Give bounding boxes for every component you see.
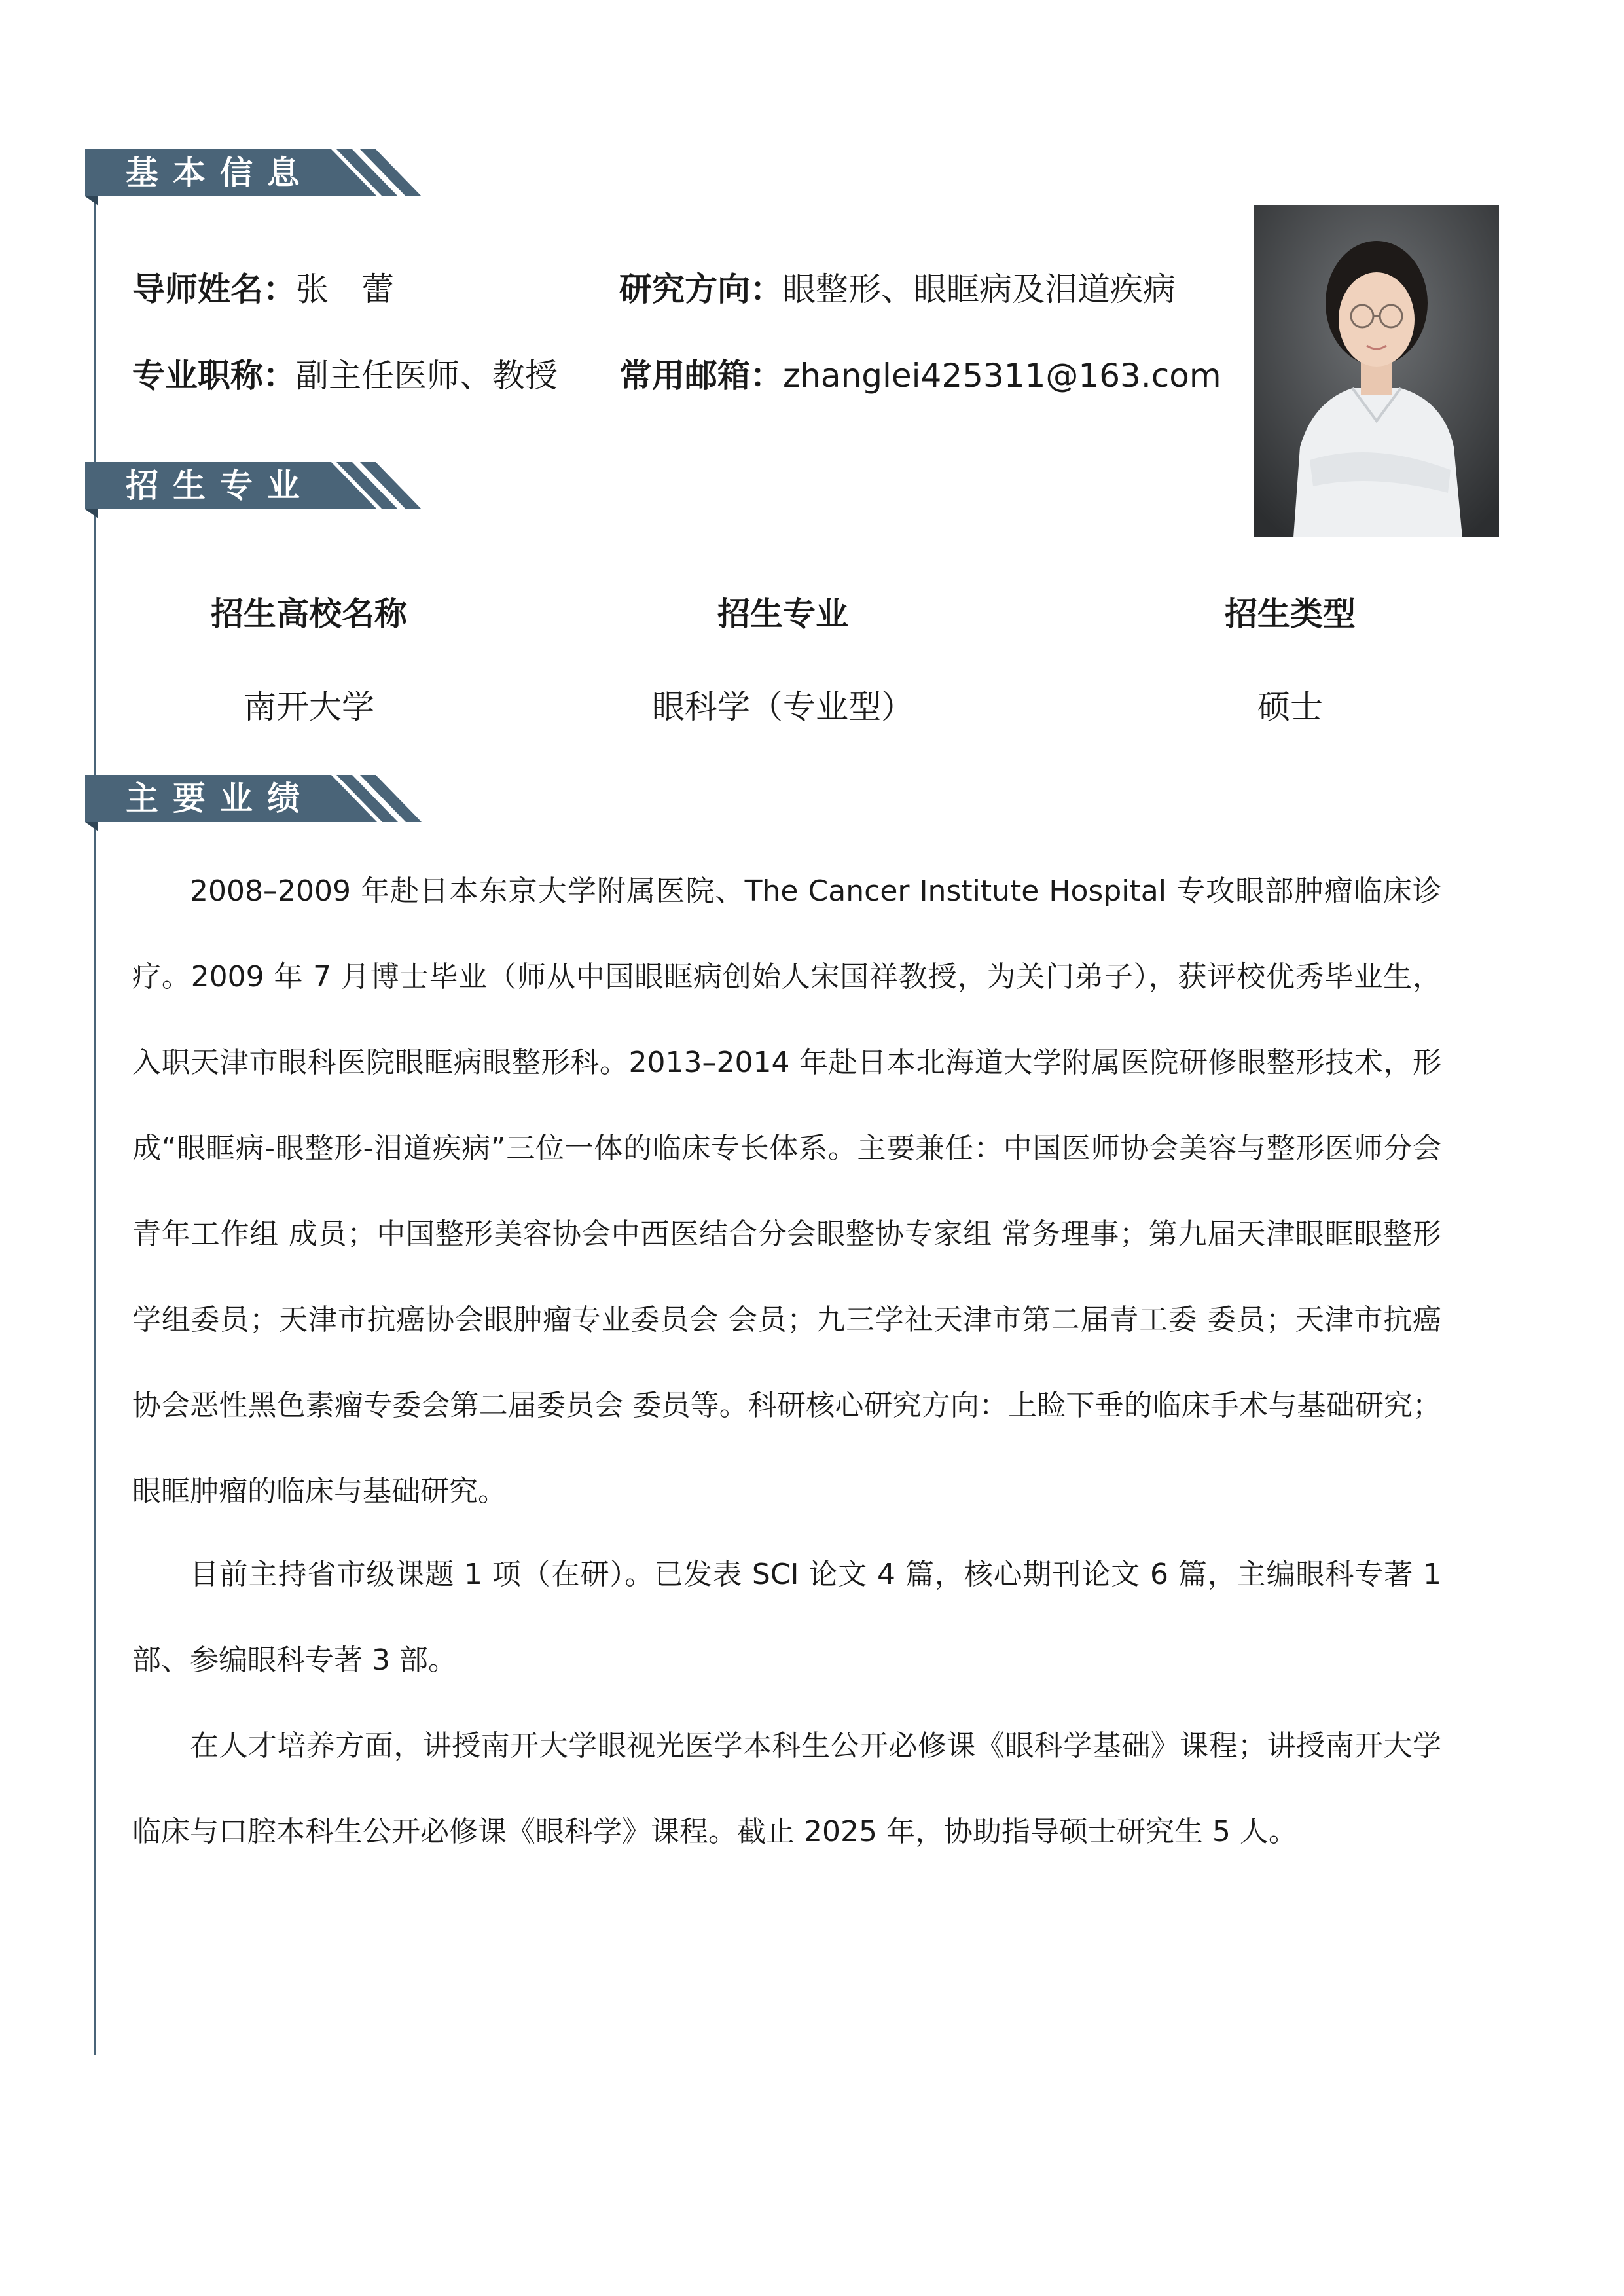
info-email: [619, 350, 1221, 397]
portrait-photo: [1254, 205, 1499, 537]
enroll-header-major: 招生专业: [717, 595, 848, 633]
name-label: 导师姓名：: [132, 270, 296, 308]
info-name: [132, 263, 394, 310]
info-title: [132, 350, 558, 397]
section-header-enroll: [85, 462, 425, 518]
section-title-enroll: 招生专业: [126, 467, 314, 505]
enroll-value-school: 南开大学: [244, 688, 374, 726]
achievement-paragraph-3: 在人才培养方面，讲授南开大学眼视光医学本科生公开必修课《眼科学基础》课程；讲授南开大学临床与口腔本科生公开必修课《眼科学》课程。截止 2025 年，协助指导硕士研究生 5 人。: [132, 1729, 1441, 1848]
achievement-paragraph-2: 目前主持省市级课题 1 项（在研）。已发表 SCI 论文 4 篇，核心期刊论文 6 篇，主编眼科专著 1 部、参编眼科专著 3 部。: [132, 1558, 1441, 1677]
section-header-basic: [85, 149, 425, 206]
achievement-paragraph-1: 2008–2009 年赴日本东京大学附属医院、The Cancer Institute Hospital 专攻眼部肿瘤临床诊疗。2009 年 7 月博士毕业（师从中国眼眶病创始人宋国祥教授，为关门弟子），获评校优秀毕业生，入职天津市眼科医院眼眶病眼整形科。2013–2014 年赴日本北海道大学附属医院研修眼整形技术，形成“眼眶病-眼整形-泪道疾病”三位一体的临床专长体系。主要兼任：中国医师协会美容与整形医师分会青年工作组 成员；中国整形美容协会中西医结合分会眼整协专家组 常务理事；第九届天津眼眶眼整形学组委员；天津市抗癌协会眼肿瘤专业委员会 会员；九三学社天津市第二届青工委 委员；天津市抗癌协会恶性黑色素瘤专委会第二届委员会 委员等。科研核心研究方向：上睑下垂的临床手术与基础研究；眼眶肿瘤的临床与基础研究。: [132, 874, 1441, 1508]
title-value: 副主任医师、教授: [296, 357, 558, 395]
section-title-basic: 基本信息: [126, 154, 314, 192]
research-label: 研究方向：: [619, 270, 783, 308]
title-label: 专业职称：: [132, 357, 296, 395]
enroll-header-type: 招生类型: [1225, 595, 1356, 633]
section-title-achieve: 主要业绩: [126, 780, 314, 817]
enroll-value-major: 眼科学（专业型）: [652, 688, 914, 726]
email-value: zhanglei425311@163.com: [783, 357, 1221, 395]
enroll-value-type: 硕士: [1257, 688, 1323, 726]
research-value: 眼整形、眼眶病及泪道疾病: [783, 270, 1176, 308]
section-header-achieve: [85, 775, 425, 831]
name-value: 张 蕾: [296, 270, 394, 308]
enroll-header-school: 招生高校名称: [211, 595, 407, 633]
info-research: [619, 263, 1176, 310]
email-label: 常用邮箱：: [619, 357, 783, 395]
